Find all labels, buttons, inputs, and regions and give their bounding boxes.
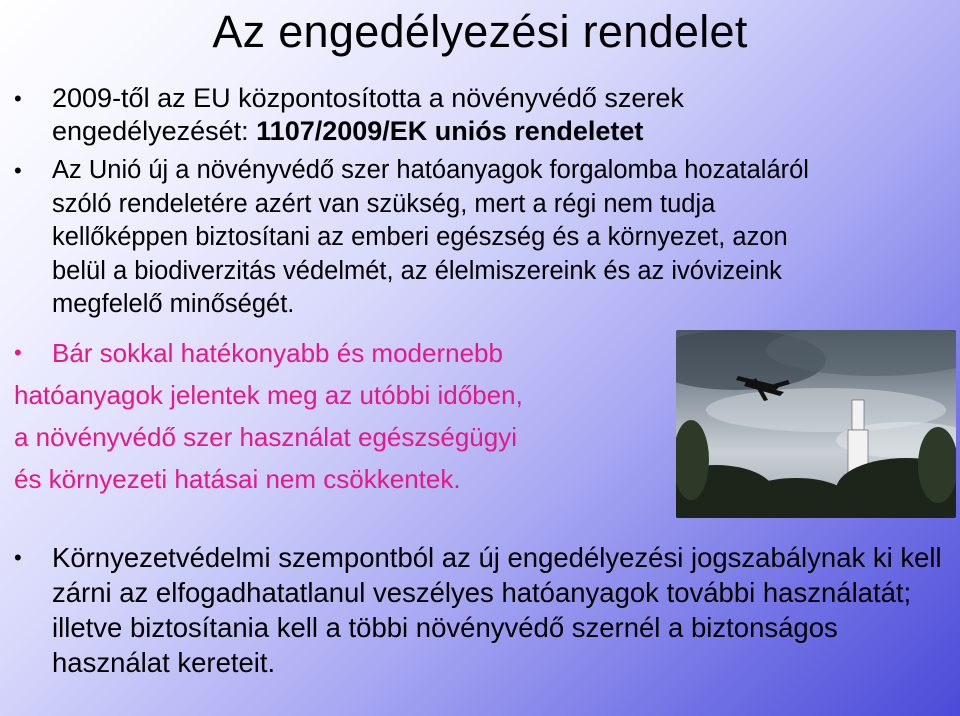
regulation-reference: 1107/2009/EK uniós rendeletet: [256, 116, 644, 146]
bullet-text: Környezetvédelmi szempontból az új engedélyezési jogszabálynak ki kell zárni az elfogadhatatlanul veszélyes hatóanyagok további használatát; illetve biztosítania kell a többi növényvédő szernél a biztonságos használat kereteit.: [52, 542, 942, 678]
bullet-text: Az Unió új a növényvédő szer hatóanyagok forgalomba hozataláról szóló rendeletére azért van szükség, mert a régi nem tudja kellőképpen biztosítani az emberi egészség és a környezet, azon belül a biodiverzitás védelmét, az élelmiszereink és az ivóvizeink megfelelő minőségét.: [52, 156, 809, 318]
crop-duster-airplane-photo: [676, 330, 956, 518]
bullet-dot-icon: •: [14, 86, 22, 111]
bullet-dot-icon: •: [14, 545, 22, 570]
bullet-dot-icon: •: [14, 158, 22, 183]
bullet-text-first-line: Bár sokkal hatékonyabb és modernebb: [52, 338, 503, 368]
bullet-dot-icon: •: [14, 340, 22, 365]
bullet-text-continuation: hatóanyagok jelentek meg az utóbbi időben, a növényvédő szer használat egészségügyi és környezeti hatásai nem csökkentek.: [14, 380, 523, 494]
slide-title: Az engedélyezési rendelet: [212, 6, 748, 57]
bullet-new-regulation-need: [14, 154, 814, 322]
bullet-environmental-protection: [14, 540, 954, 680]
bullet-eu-centralization: [14, 82, 814, 148]
bullet-modern-substances: [14, 332, 674, 500]
bullet-text: [52, 82, 814, 148]
bullet-text-regular: 2009-től az EU központosította a növényvédő szerek engedélyezését:: [52, 83, 684, 146]
